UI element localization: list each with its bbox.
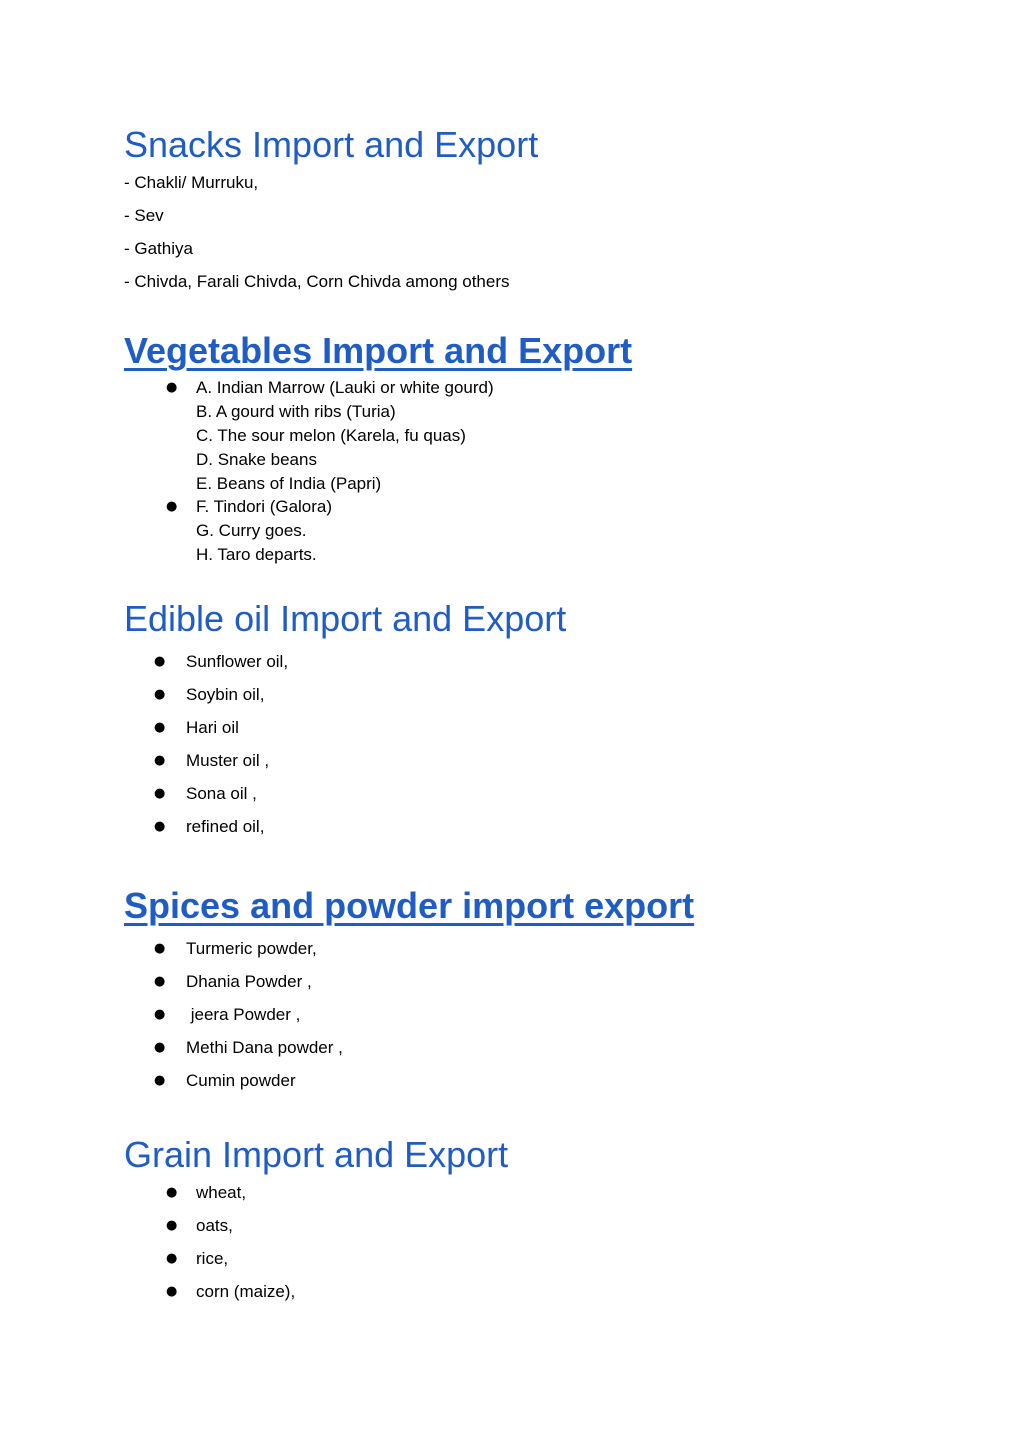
bullet-icon: ●: [154, 1007, 166, 1022]
snacks-item: - Chivda, Farali Chivda, Corn Chivda among others: [124, 272, 510, 291]
snacks-item: - Gathiya: [124, 239, 193, 258]
bullet-icon: ●: [166, 1251, 178, 1266]
vegetables-item: H. Taro departs.: [196, 545, 317, 564]
vegetables-item: E. Beans of India (Papri): [196, 474, 382, 493]
oil-item: Hari oil: [186, 718, 239, 737]
bullet-icon: ●: [154, 941, 166, 956]
grain-item: wheat,: [196, 1183, 247, 1202]
oil-item: Muster oil ,: [186, 751, 270, 770]
grain-item: corn (maize),: [196, 1282, 296, 1301]
vegetables-item: D. Snake beans: [196, 450, 317, 469]
oil-item: Sunflower oil,: [186, 652, 289, 671]
vegetables-item: C. The sour melon (Karela, fu quas): [196, 426, 466, 445]
vegetables-item: B. A gourd with ribs (Turia): [196, 402, 396, 421]
bullet-icon: ●: [154, 974, 166, 989]
vegetables-item: G. Curry goes.: [196, 521, 307, 540]
bullet-icon: ●: [154, 753, 166, 768]
spices-heading[interactable]: Spices and powder import export: [124, 885, 695, 926]
bullet-icon: ●: [154, 1073, 166, 1088]
bullet-icon: ●: [154, 720, 166, 735]
bullet-icon: ●: [154, 819, 166, 834]
bullet-icon: ●: [154, 786, 166, 801]
oil-item: refined oil,: [186, 817, 265, 836]
vegetables-item: A. Indian Marrow (Lauki or white gourd): [196, 378, 494, 397]
bullet-icon: ●: [166, 1284, 178, 1299]
snacks-item: - Sev: [124, 206, 164, 225]
vegetables-heading[interactable]: Vegetables Import and Export: [124, 330, 633, 371]
bullet-icon: ●: [166, 499, 178, 514]
oil-item: Soybin oil,: [186, 685, 265, 704]
spice-item: Cumin powder: [186, 1071, 296, 1090]
bullet-icon: ●: [166, 1185, 178, 1200]
bullet-icon: ●: [166, 1218, 178, 1233]
snacks-item: - Chakli/ Murruku,: [124, 173, 259, 192]
spice-item: Turmeric powder,: [186, 939, 317, 958]
spice-item: Methi Dana powder ,: [186, 1038, 343, 1057]
bullet-icon: ●: [166, 380, 178, 395]
bullet-icon: ●: [154, 654, 166, 669]
oil-item: Sona oil ,: [186, 784, 257, 803]
spice-item: Dhania Powder ,: [186, 972, 312, 991]
grain-item: oats,: [196, 1216, 233, 1235]
spice-item: jeera Powder ,: [186, 1005, 301, 1024]
grain-item: rice,: [196, 1249, 229, 1268]
edible-oil-heading: Edible oil Import and Export: [124, 598, 567, 639]
bullet-icon: ●: [154, 687, 166, 702]
bullet-icon: ●: [154, 1040, 166, 1055]
grain-heading: Grain Import and Export: [124, 1134, 509, 1175]
vegetables-item: F. Tindori (Galora): [196, 497, 333, 516]
snacks-heading: Snacks Import and Export: [124, 124, 539, 165]
